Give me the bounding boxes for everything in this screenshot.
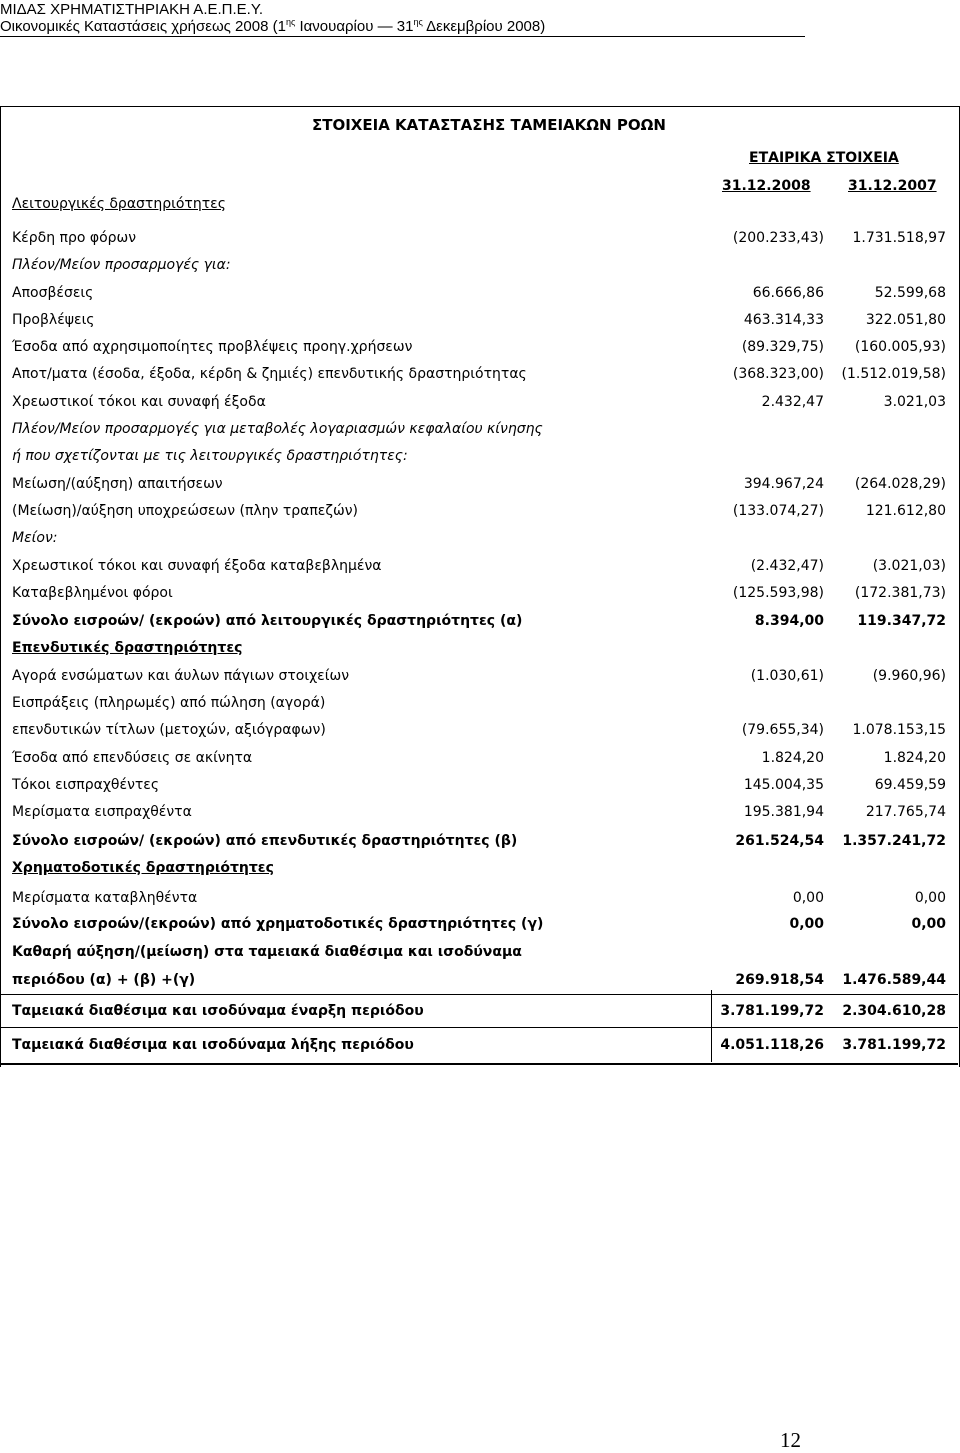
value-2007: (160.005,93)	[854, 339, 946, 355]
value-2007: 1.824,20	[883, 750, 946, 766]
table-row	[12, 337, 946, 357]
row-label: Χρεωστικοί τόκοι και συναφή έξοδα καταβεβλημένα	[12, 558, 382, 574]
page-number: 12	[780, 1428, 801, 1452]
table-row	[12, 392, 946, 412]
row-label: Πλέον/Μείον προσαρμογές για:	[12, 257, 231, 273]
header-rule	[0, 36, 805, 37]
section-heading-operating	[12, 194, 946, 214]
value-2007: 0,00	[914, 890, 946, 906]
row-label: Ταμειακά διαθέσιμα και ισοδύναμα έναρξη περιόδου	[12, 1003, 424, 1019]
value-2007: 119.347,72	[857, 613, 946, 629]
row-label: Αγορά ενσώματων και άυλων πάγιων στοιχείων	[12, 668, 350, 684]
value-2008: (125.593,98)	[732, 585, 824, 601]
row-label: Καθαρή αύξηση/(μείωση) στα ταμειακά διαθέσιμα και ισοδύναμα	[12, 944, 522, 960]
value-2008: 261.524,54	[735, 833, 824, 849]
table-row	[12, 942, 946, 962]
row-label: Αποσβέσεις	[12, 285, 94, 301]
value-2007: (9.960,96)	[872, 668, 946, 684]
value-2007: 1.357.241,72	[842, 833, 946, 849]
value-2007: (264.028,29)	[854, 476, 946, 492]
table-row	[12, 528, 946, 548]
table-row-closing-cash	[12, 1035, 946, 1055]
table-row	[12, 666, 946, 686]
table-row	[12, 310, 946, 330]
section-heading-investing	[12, 638, 946, 658]
table-row	[12, 446, 946, 466]
value-2007: 52.599,68	[874, 285, 946, 301]
section-label: Επενδυτικές δραστηριότητες	[12, 640, 243, 656]
table-row	[12, 556, 946, 576]
value-2007: 3.021,03	[883, 394, 946, 410]
table-row-total	[12, 970, 946, 990]
table-row	[12, 693, 946, 713]
row-label: Έσοδα από επενδύσεις σε ακίνητα	[12, 750, 253, 766]
table-bottom-border	[0, 1063, 958, 1065]
section-heading-financing	[12, 858, 946, 878]
value-2008: 8.394,00	[754, 613, 824, 629]
value-2008: (79.655,34)	[741, 722, 824, 738]
row-label: (Μείωση)/αύξηση υποχρεώσεων (πλην τραπεζών)	[12, 503, 358, 519]
value-2007: 2.304.610,28	[842, 1003, 946, 1019]
table-row-total	[12, 831, 946, 851]
table-row-total	[12, 611, 946, 631]
statement-title: ΣΤΟΙΧΕΙΑ ΚΑΤΑΣΤΑΣΗΣ ΤΑΜΕΙΑΚΩΝ ΡΟΩΝ	[312, 116, 666, 134]
row-label: Πλέον/Μείον προσαρμογές για μεταβολές λογαριασμών κεφαλαίου κίνησης	[12, 421, 543, 437]
value-2008: 1.824,20	[761, 750, 824, 766]
value-2007: 3.781.199,72	[842, 1037, 946, 1053]
value-2008: 4.051.118,26	[720, 1037, 824, 1053]
value-2008: 145.004,35	[743, 777, 824, 793]
value-2007: 69.459,59	[874, 777, 946, 793]
row-label: Μερίσματα εισπραχθέντα	[12, 804, 192, 820]
value-2008: 195.381,94	[743, 804, 824, 820]
row-label: Έσοδα από αχρησιμοποίητες προβλέψεις προηγ.χρήσεων	[12, 339, 413, 355]
value-2008: (200.233,43)	[732, 230, 824, 246]
table-row	[12, 888, 946, 908]
table-row	[12, 419, 946, 439]
value-2007: 1.476.589,44	[842, 972, 946, 988]
table-row	[12, 501, 946, 521]
period-sup-2: ης	[413, 17, 423, 27]
table-row	[12, 255, 946, 275]
value-2007: 121.612,80	[865, 503, 946, 519]
row-label: ή που σχετίζονται με τις λειτουργικές δραστηριότητες:	[12, 448, 408, 464]
value-2008: (2.432,47)	[750, 558, 824, 574]
section-label: Χρηματοδοτικές δραστηριότητες	[12, 860, 274, 876]
row-label: Σύνολο εισροών/ (εκροών) από λειτουργικές δραστηριότητες (α)	[12, 613, 523, 629]
section-label: Λειτουργικές δραστηριότητες	[12, 196, 226, 212]
table-row	[12, 228, 946, 248]
row-label: Ταμειακά διαθέσιμα και ισοδύναμα λήξης περιόδου	[12, 1037, 414, 1053]
table-row	[12, 474, 946, 494]
table-row-total	[12, 914, 946, 934]
value-2008: 463.314,33	[743, 312, 824, 328]
table-row	[12, 775, 946, 795]
value-2007: 1.078.153,15	[852, 722, 946, 738]
value-2008: (1.030,61)	[750, 668, 824, 684]
period-text-b: Ιανουαρίου — 31	[295, 18, 414, 35]
row-label: Προβλέψεις	[12, 312, 95, 328]
table-row-opening-cash	[12, 1001, 946, 1021]
value-2007: 0,00	[911, 916, 946, 932]
value-2008: 2.432,47	[761, 394, 824, 410]
value-2007: 217.765,74	[865, 804, 946, 820]
row-label: Μερίσματα καταβληθέντα	[12, 890, 198, 906]
value-2008: 0,00	[789, 916, 824, 932]
value-2008: 269.918,54	[735, 972, 824, 988]
value-2008: 3.781.199,72	[720, 1003, 824, 1019]
value-2008: (368.323,00)	[732, 366, 824, 382]
table-row	[12, 583, 946, 603]
table-row	[12, 720, 946, 740]
value-2008: 394.967,24	[743, 476, 824, 492]
value-2008: (133.074,27)	[732, 503, 824, 519]
value-2008: 66.666,86	[752, 285, 824, 301]
row-label: Μείωση/(αύξηση) απαιτήσεων	[12, 476, 223, 492]
column-heading-2008: 31.12.2008	[722, 178, 811, 194]
value-2007: 1.731.518,97	[852, 230, 946, 246]
column-group-heading: ΕΤΑΙΡΙΚΑ ΣΤΟΙΧΕΙΑ	[749, 150, 899, 166]
table-row	[12, 364, 946, 384]
row-divider	[0, 994, 958, 995]
row-label: Τόκοι εισπραχθέντες	[12, 777, 160, 793]
row-divider	[0, 1027, 958, 1028]
row-label: Χρεωστικοί τόκοι και συναφή έξοδα	[12, 394, 266, 410]
row-label: Κέρδη προ φόρων	[12, 230, 137, 246]
period-text-c: Δεκεμβρίου 2008)	[422, 18, 546, 35]
row-label: Μείον:	[12, 530, 58, 546]
document-header-period	[0, 17, 545, 35]
row-label: Σύνολο εισροών/(εκροών) από χρηματοδοτικές δραστηριότητες (γ)	[12, 916, 544, 932]
row-label: Καταβεβλημένοι φόροι	[12, 585, 173, 601]
row-label: επενδυτικών τίτλων (μετοχών, αξιόγραφων)	[12, 722, 326, 738]
value-2007: (1.512.019,58)	[841, 366, 946, 382]
row-label: περιόδου (α) + (β) +(γ)	[12, 972, 196, 988]
period-text-a: Οικονομικές Καταστάσεις χρήσεως 2008 (1	[0, 18, 286, 35]
period-sup-1: ης	[285, 17, 296, 27]
document-header-company: ΜΙΔΑΣ ΧΡΗΜΑΤΙΣΤΗΡΙΑΚΗ Α.Ε.Π.Ε.Υ.	[0, 1, 264, 18]
row-label: Αποτ/ματα (έσοδα, έξοδα, κέρδη & ζημιές) επενδυτικής δραστηριότητας	[12, 366, 527, 382]
row-label: Σύνολο εισροών/ (εκροών) από επενδυτικές δραστηριότητες (β)	[12, 833, 518, 849]
value-2007: (172.381,73)	[854, 585, 946, 601]
row-label: Εισπράξεις (πληρωμές) από πώληση (αγορά)	[12, 695, 326, 711]
table-row	[12, 748, 946, 768]
value-2007: (3.021,03)	[872, 558, 946, 574]
table-row	[12, 283, 946, 303]
table-row	[12, 802, 946, 822]
value-2007: 322.051,80	[865, 312, 946, 328]
value-2008: (89.329,75)	[741, 339, 824, 355]
value-2008: 0,00	[792, 890, 824, 906]
column-heading-2007: 31.12.2007	[848, 178, 937, 194]
